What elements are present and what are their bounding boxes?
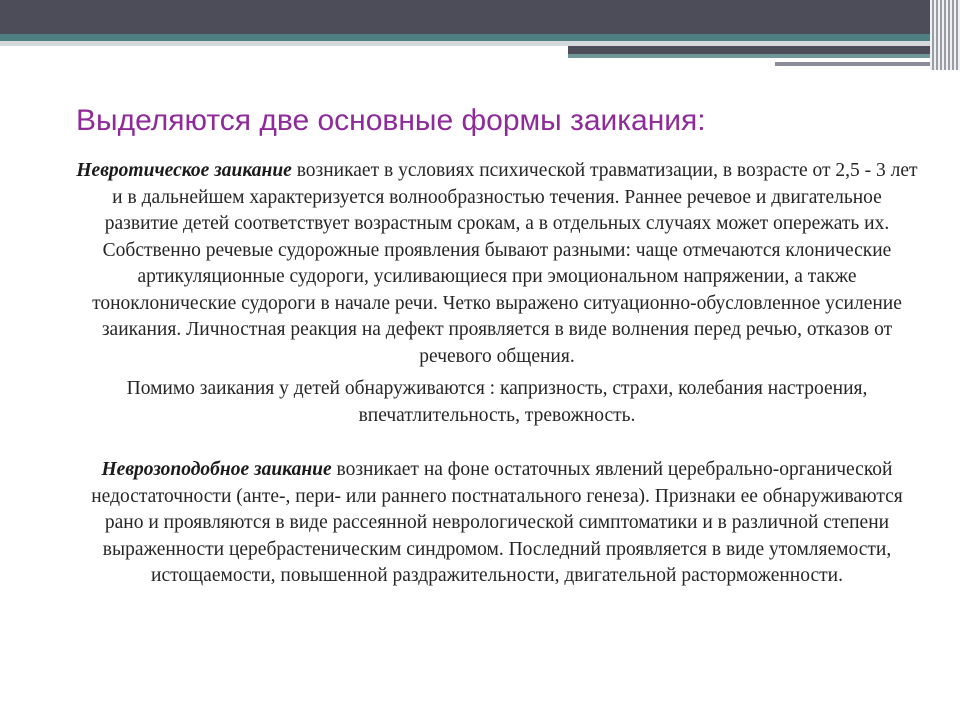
paragraph-text: возникает в условиях психической травматизации, в возрасте от 2,5 - 3 лет и в дальнейшем характеризуется волнообразностью течения. Раннее речевое и двигательное развитие детей соответствует возрастным срокам, а в отдельных случаях может опережать их. Собственно речевые судорожные проявления бывают разными: чаще отмечаются клонические артикуляционные судороги, усиливающиеся при эмоциональном напряжении, а также тоноклонические судороги в начале речи. Четко выражено ситуационно-обусловленное усиление заикания. Личностная реакция на дефект проявляется в виде волнения перед речью, отказов от речевого общения. — [92, 160, 918, 367]
slide-title: Выделяются две основные формы заикания: — [76, 104, 706, 137]
term-neurotic-stuttering: Невротическое заикание — [76, 160, 292, 181]
header-step-line — [775, 62, 945, 66]
term-neurosis-like-stuttering: Неврозоподобное заикание — [101, 459, 332, 480]
paragraph-text: возникает на фоне остаточных явлений церебрально-органической недостаточности (анте-, пери- или раннего постнатального генеза). Признаки ее обнаруживаются рано и проявляются в виде рассеянной неврологической симптоматики и в различной степени выраженности церебрастеническим синдромом. Последний проявляется в виде утомляемости, истощаемости, повышенной раздражительности, двигательной расторможенности. — [91, 459, 903, 586]
slide-body — [74, 158, 920, 590]
corner-stripes — [930, 0, 960, 70]
header-bar-dark — [0, 0, 960, 34]
paragraph-text: Помимо заикания у детей обнаруживаются : капризность, страхи, колебания настроения, впечатлительность, тревожность. — [126, 378, 868, 426]
paragraph-accompanying-symptoms — [74, 376, 920, 429]
header-bar-teal — [0, 34, 960, 41]
paragraph-neurotic-stuttering — [74, 158, 920, 370]
paragraph-neurosis-like-stuttering — [74, 457, 920, 590]
header-step-dark — [568, 46, 960, 54]
header-step-teal — [568, 54, 960, 58]
